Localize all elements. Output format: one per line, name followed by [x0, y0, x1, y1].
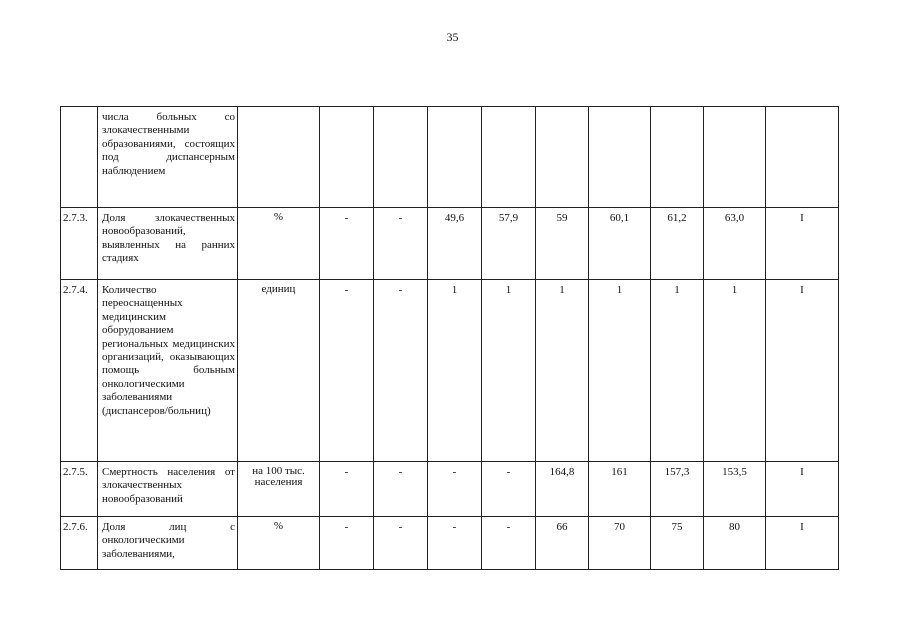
row-value: [482, 107, 536, 208]
row-value: -: [374, 517, 428, 570]
row-value: -: [374, 462, 428, 517]
row-value: 80: [704, 517, 766, 570]
row-value: 75: [651, 517, 704, 570]
row-value: 1: [536, 280, 589, 462]
row-value: -: [320, 462, 374, 517]
row-unit: [238, 107, 320, 208]
row-unit: %: [238, 208, 320, 280]
row-value: 49,6: [428, 208, 482, 280]
row-value: [766, 107, 839, 208]
row-value: [536, 107, 589, 208]
indicators-table: [60, 106, 839, 570]
row-value: -: [320, 280, 374, 462]
row-value: 1: [428, 280, 482, 462]
row-code: 2.7.3.: [61, 208, 98, 280]
row-value: 164,8: [536, 462, 589, 517]
row-name: Доля злокачественных новообразований, выявленных на ранних стадиях: [98, 208, 238, 280]
table-row: [61, 517, 839, 570]
row-value: [320, 107, 374, 208]
row-value: [374, 107, 428, 208]
row-value: 153,5: [704, 462, 766, 517]
row-code: 2.7.5.: [61, 462, 98, 517]
row-value: -: [482, 517, 536, 570]
row-value: [651, 107, 704, 208]
row-name: Смертность населения от злокачественных новообразований: [98, 462, 238, 517]
row-value: 161: [589, 462, 651, 517]
table-row: [61, 462, 839, 517]
row-value: 59: [536, 208, 589, 280]
row-unit: единиц: [238, 280, 320, 462]
row-name: числа больных со злокачественными образованиями, состоящих под диспансерным наблюдением: [98, 107, 238, 208]
page-number: 35: [446, 30, 459, 44]
row-code: 2.7.6.: [61, 517, 98, 570]
row-value: 60,1: [589, 208, 651, 280]
row-value: -: [320, 208, 374, 280]
row-value: 157,3: [651, 462, 704, 517]
row-code: 2.7.4.: [61, 280, 98, 462]
row-value: -: [428, 517, 482, 570]
table-row: [61, 107, 839, 208]
table-row: [61, 280, 839, 462]
row-value: -: [482, 462, 536, 517]
row-value: 1: [482, 280, 536, 462]
row-value: 61,2: [651, 208, 704, 280]
table-row: [61, 208, 839, 280]
row-value: I: [766, 280, 839, 462]
row-value: 57,9: [482, 208, 536, 280]
row-value: -: [428, 462, 482, 517]
row-unit: на 100 тыс. населения: [238, 462, 320, 517]
row-value: [589, 107, 651, 208]
row-value: 1: [651, 280, 704, 462]
row-value: 1: [589, 280, 651, 462]
row-value: 66: [536, 517, 589, 570]
row-value: -: [374, 280, 428, 462]
row-value: [428, 107, 482, 208]
row-value: I: [766, 208, 839, 280]
row-unit: %: [238, 517, 320, 570]
row-value: -: [374, 208, 428, 280]
row-name: Количество переоснащенных медицинским оборудованием региональных медицинских организаций, оказывающих помощь больным онкологическими заболеваниями (диспансеров/больниц): [98, 280, 238, 462]
row-name: Доля лиц с онкологическими заболеваниями,: [98, 517, 238, 570]
row-value: I: [766, 462, 839, 517]
row-value: 1: [704, 280, 766, 462]
row-value: [704, 107, 766, 208]
row-value: 70: [589, 517, 651, 570]
row-value: 63,0: [704, 208, 766, 280]
row-value: -: [320, 517, 374, 570]
row-value: I: [766, 517, 839, 570]
row-code: [61, 107, 98, 208]
